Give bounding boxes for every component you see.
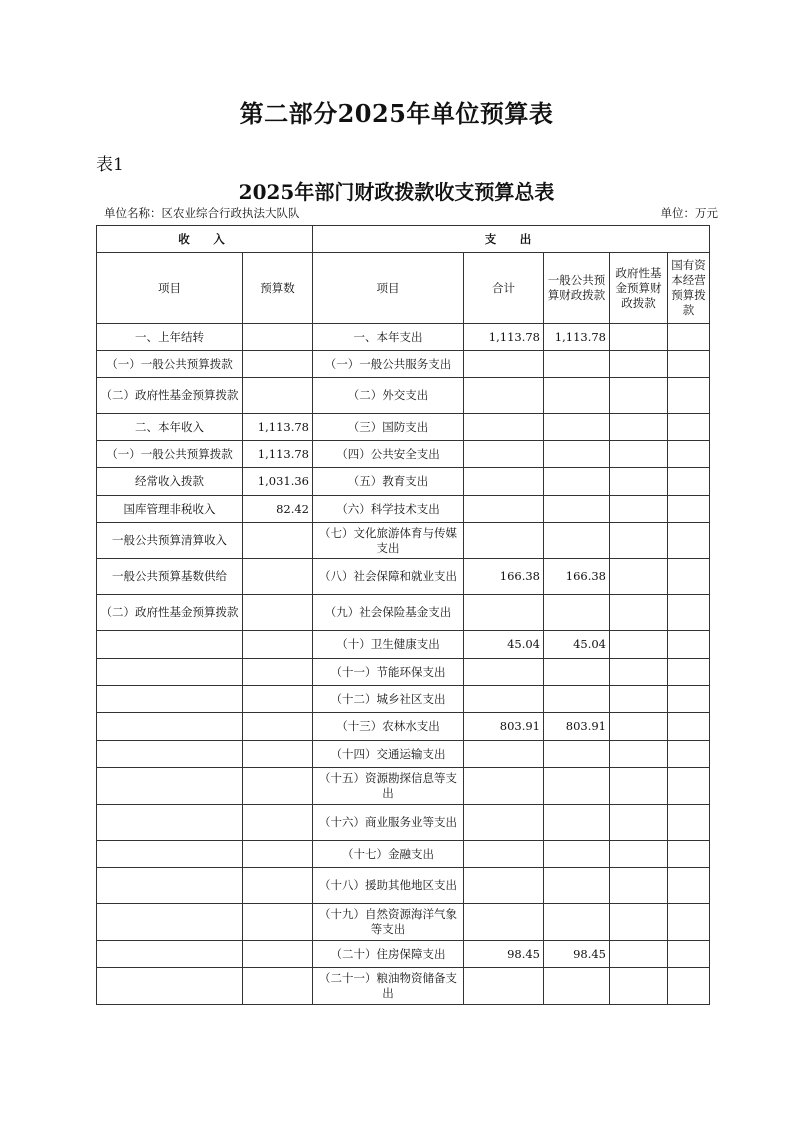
income-item-cell (97, 659, 243, 686)
table-row (97, 841, 710, 868)
table-row (97, 378, 710, 414)
expense-state-cell (668, 941, 710, 968)
expense-total-cell (464, 523, 544, 559)
expense-item-cell: （六）科学技术支出 (313, 496, 464, 523)
expense-state-cell (668, 351, 710, 378)
expense-state-cell (668, 904, 710, 941)
expense-item-cell: （七）文化旅游体育与传媒支出 (313, 523, 464, 559)
income-budget-cell (243, 741, 313, 768)
income-item-cell (97, 941, 243, 968)
income-budget-cell (243, 559, 313, 595)
expense-fund-cell (610, 496, 668, 523)
expense-item-cell: （二十）住房保障支出 (313, 941, 464, 968)
expense-fund-cell (610, 941, 668, 968)
expense-general-cell (544, 351, 610, 378)
income-budget-cell (243, 523, 313, 559)
expense-total-cell (464, 414, 544, 441)
income-budget-cell (243, 378, 313, 414)
unit-row (104, 205, 718, 221)
income-item-cell: （一）一般公共预算拨款 (97, 441, 243, 468)
expense-fund-cell (610, 968, 668, 1005)
expense-fund-cell (610, 686, 668, 713)
income-item-cell (97, 768, 243, 805)
expense-state-cell (668, 414, 710, 441)
expense-state-cell (668, 968, 710, 1005)
section-header-row (97, 226, 710, 253)
expense-state-cell (668, 868, 710, 904)
expense-general-cell (544, 805, 610, 841)
expense-fund-cell (610, 324, 668, 351)
income-section-header: 收 入 (97, 226, 313, 253)
table-row (97, 805, 710, 841)
expense-general-cell (544, 595, 610, 631)
unit-label: 单位：万元 (660, 206, 718, 220)
expense-item-cell: （三）国防支出 (313, 414, 464, 441)
expense-state-cell (668, 805, 710, 841)
budget-table (96, 225, 710, 1005)
income-budget-cell (243, 805, 313, 841)
expense-fund-cell (610, 741, 668, 768)
expense-state-cell (668, 686, 710, 713)
income-budget-cell (243, 686, 313, 713)
expense-state-cell (668, 768, 710, 805)
expense-item-cell: （十七）金融支出 (313, 841, 464, 868)
expense-fund-cell (610, 595, 668, 631)
table-row (97, 523, 710, 559)
table-row (97, 324, 710, 351)
table-row (97, 713, 710, 741)
expense-item-cell: （十九）自然资源海洋气象等支出 (313, 904, 464, 941)
expense-fund-cell (610, 768, 668, 805)
expense-fund-cell (610, 659, 668, 686)
income-item-cell: （二）政府性基金预算拨款 (97, 378, 243, 414)
expense-total-cell (464, 595, 544, 631)
income-budget-cell (243, 595, 313, 631)
income-item-cell (97, 904, 243, 941)
income-budget-cell (243, 713, 313, 741)
expense-general-cell (544, 468, 610, 496)
table-row (97, 741, 710, 768)
income-budget-cell (243, 659, 313, 686)
expense-item-cell: （八）社会保障和就业支出 (313, 559, 464, 595)
table-row (97, 968, 710, 1005)
income-item-cell: 一般公共预算基数供给 (97, 559, 243, 595)
expense-fund-cell (610, 805, 668, 841)
income-budget-cell: 82.42 (243, 496, 313, 523)
income-item-cell: 一、上年结转 (97, 324, 243, 351)
expense-item-cell: （十二）城乡社区支出 (313, 686, 464, 713)
page-title: 第二部分2025年单位预算表 (239, 99, 554, 128)
expense-general-cell (544, 523, 610, 559)
expense-total-cell (464, 659, 544, 686)
income-item-cell (97, 968, 243, 1005)
table-row (97, 559, 710, 595)
table-row (97, 595, 710, 631)
table-row (97, 468, 710, 496)
expense-total-cell (464, 351, 544, 378)
expense-fund-cell (610, 414, 668, 441)
income-budget-cell: 1,031.36 (243, 468, 313, 496)
table-row (97, 496, 710, 523)
table-row (97, 941, 710, 968)
income-item-cell: （一）一般公共预算拨款 (97, 351, 243, 378)
expense-fund-cell (610, 468, 668, 496)
expense-item-cell: （十八）援助其他地区支出 (313, 868, 464, 904)
expense-item-cell: （十六）商业服务业等支出 (313, 805, 464, 841)
expense-fund-cell (610, 904, 668, 941)
expense-item-cell: （十一）节能环保支出 (313, 659, 464, 686)
col-header-total: 合计 (464, 253, 544, 324)
expense-item-cell: （四）公共安全支出 (313, 441, 464, 468)
income-item-cell: 二、本年收入 (97, 414, 243, 441)
expense-general-cell (544, 768, 610, 805)
col-header-income-item: 项目 (97, 253, 243, 324)
income-budget-cell (243, 904, 313, 941)
income-budget-cell (243, 868, 313, 904)
expense-fund-cell (610, 841, 668, 868)
expense-item-cell: （五）教育支出 (313, 468, 464, 496)
expense-state-cell (668, 441, 710, 468)
expense-item-cell: （九）社会保险基金支出 (313, 595, 464, 631)
income-budget-cell (243, 351, 313, 378)
expense-fund-cell (610, 441, 668, 468)
expense-total-cell (464, 686, 544, 713)
expense-fund-cell (610, 713, 668, 741)
expense-item-cell: （二）外交支出 (313, 378, 464, 414)
expense-general-cell (544, 414, 610, 441)
expense-general-cell (544, 378, 610, 414)
expense-state-cell (668, 468, 710, 496)
income-item-cell: 经常收入拨款 (97, 468, 243, 496)
income-item-cell (97, 713, 243, 741)
table-title: 2025年部门财政拨款收支预算总表 (238, 180, 555, 204)
table-row (97, 441, 710, 468)
income-budget-cell (243, 941, 313, 968)
income-budget-cell (243, 324, 313, 351)
income-budget-cell (243, 631, 313, 659)
expense-total-cell (464, 741, 544, 768)
expense-state-cell (668, 595, 710, 631)
income-item-cell: 国库管理非税收入 (97, 496, 243, 523)
expense-state-cell (668, 659, 710, 686)
expense-general-cell (544, 904, 610, 941)
expense-state-cell (668, 631, 710, 659)
expense-general-cell: 45.04 (544, 631, 610, 659)
income-item-cell (97, 805, 243, 841)
expense-state-cell (668, 841, 710, 868)
income-budget-cell (243, 968, 313, 1005)
expense-fund-cell (610, 631, 668, 659)
expense-general-cell: 803.91 (544, 713, 610, 741)
expense-total-cell (464, 805, 544, 841)
expense-general-cell: 98.45 (544, 941, 610, 968)
expense-state-cell (668, 559, 710, 595)
expense-total-cell (464, 868, 544, 904)
expense-general-cell (544, 968, 610, 1005)
expense-general-cell: 166.38 (544, 559, 610, 595)
table-row (97, 414, 710, 441)
expense-general-cell (544, 686, 610, 713)
unit-name: 单位名称：区农业综合行政执法大队队 (104, 206, 300, 220)
column-header-row (97, 253, 710, 324)
table-row (97, 768, 710, 805)
income-item-cell (97, 631, 243, 659)
income-item-cell (97, 686, 243, 713)
income-budget-cell: 1,113.78 (243, 441, 313, 468)
expense-state-cell (668, 378, 710, 414)
expense-total-cell: 1,113.78 (464, 324, 544, 351)
col-header-budget: 预算数 (243, 253, 313, 324)
expense-general-cell (544, 741, 610, 768)
col-header-state-capital: 国有资本经营预算拨款 (668, 253, 710, 324)
expense-general-cell (544, 496, 610, 523)
income-budget-cell (243, 841, 313, 868)
expense-item-cell: （十四）交通运输支出 (313, 741, 464, 768)
expense-total-cell (464, 441, 544, 468)
expense-fund-cell (610, 523, 668, 559)
income-item-cell: （二）政府性基金预算拨款 (97, 595, 243, 631)
expense-item-cell: （一）一般公共服务支出 (313, 351, 464, 378)
col-header-fund-budget: 政府性基金预算财政拨款 (610, 253, 668, 324)
expense-total-cell (464, 378, 544, 414)
table-row (97, 631, 710, 659)
expense-state-cell (668, 741, 710, 768)
table-row (97, 686, 710, 713)
expense-total-cell: 803.91 (464, 713, 544, 741)
expense-fund-cell (610, 559, 668, 595)
expense-total-cell (464, 968, 544, 1005)
income-budget-cell: 1,113.78 (243, 414, 313, 441)
income-item-cell (97, 841, 243, 868)
expense-general-cell (544, 841, 610, 868)
expense-item-cell: （二十一）粮油物资储备支出 (313, 968, 464, 1005)
expense-general-cell (544, 659, 610, 686)
income-item-cell (97, 868, 243, 904)
expense-fund-cell (610, 378, 668, 414)
expense-total-cell: 166.38 (464, 559, 544, 595)
col-header-general-budget: 一般公共预算财政拨款 (544, 253, 610, 324)
table-body (97, 324, 710, 1005)
expense-fund-cell (610, 351, 668, 378)
income-item-cell (97, 741, 243, 768)
expense-general-cell (544, 441, 610, 468)
table-row (97, 659, 710, 686)
expense-total-cell: 45.04 (464, 631, 544, 659)
expense-item-cell: （十五）资源勘探信息等支出 (313, 768, 464, 805)
col-header-expense-item: 项目 (313, 253, 464, 324)
expense-item-cell: （十三）农林水支出 (313, 713, 464, 741)
expense-total-cell (464, 496, 544, 523)
expense-total-cell (464, 841, 544, 868)
expense-item-cell: （十）卫生健康支出 (313, 631, 464, 659)
income-item-cell: 一般公共预算清算收入 (97, 523, 243, 559)
expense-item-cell: 一、本年支出 (313, 324, 464, 351)
expense-section-header: 支 出 (313, 226, 710, 253)
expense-general-cell: 1,113.78 (544, 324, 610, 351)
expense-fund-cell (610, 868, 668, 904)
table-row (97, 868, 710, 904)
expense-state-cell (668, 324, 710, 351)
expense-total-cell (464, 468, 544, 496)
expense-state-cell (668, 523, 710, 559)
expense-general-cell (544, 868, 610, 904)
table-row (97, 351, 710, 378)
expense-total-cell: 98.45 (464, 941, 544, 968)
income-budget-cell (243, 768, 313, 805)
table-row (97, 904, 710, 941)
expense-total-cell (464, 768, 544, 805)
expense-state-cell (668, 713, 710, 741)
table-number: 表1 (96, 155, 124, 175)
expense-total-cell (464, 904, 544, 941)
expense-state-cell (668, 496, 710, 523)
